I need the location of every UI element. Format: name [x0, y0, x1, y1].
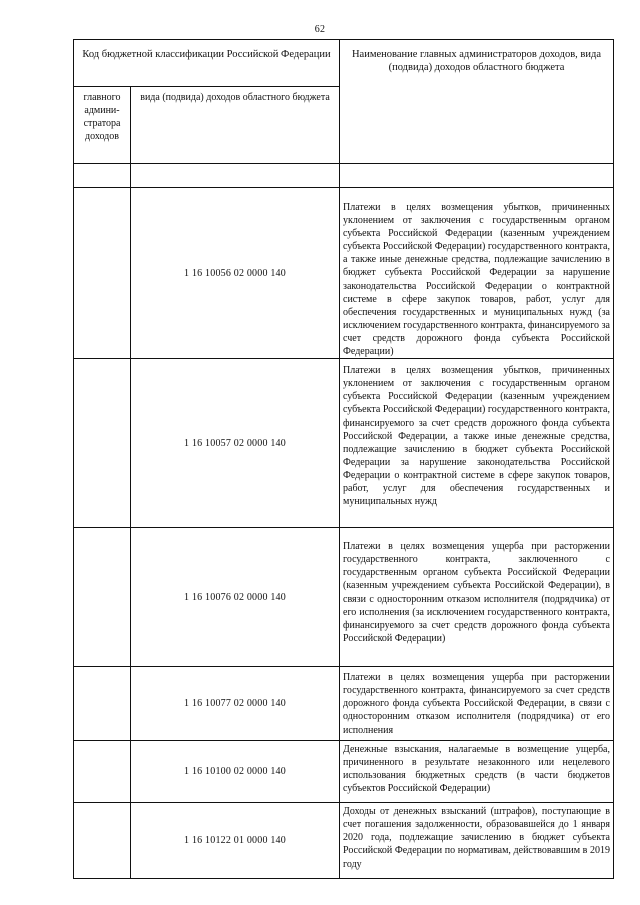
code-cell: 1 16 10100 02 0000 140: [131, 741, 340, 803]
admin-cell: [74, 528, 131, 667]
table-row: [74, 667, 614, 741]
code-cell: 1 16 10076 02 0000 140: [131, 528, 340, 667]
table-row: [74, 528, 614, 667]
admin-cell: [74, 359, 131, 528]
budget-classification-table: [73, 39, 614, 879]
page-number: 62: [314, 24, 326, 35]
description-text: Платежи в целях возмещения убытков, причиненных уклонением от заключения с государственным органом субъекта Российской Федерации (казенным учреждением субъекта Российской Федерации) государственного контракта, финансируемого за счет средств дорожного фонда субъекта Российской Федерации, а также иные денежные средства, подлежащие зачислению в бюджет субъекта Российской Федерации за нарушение законодательства Российской Федерации о контрактной системе в сфере закупок товаров, работ, услуг для обеспечения государственных и муниципальных нужд: [343, 365, 610, 508]
spacer-cell: [131, 164, 340, 188]
description-cell: [340, 803, 614, 879]
header-code-column: вида (подвида) доходов областного бюджета: [131, 87, 340, 164]
table-row: [74, 359, 614, 528]
code-cell: 1 16 10057 02 0000 140: [131, 359, 340, 528]
table-spacer-row: [74, 164, 614, 188]
description-cell: [340, 528, 614, 667]
spacer-cell: [74, 164, 131, 188]
admin-cell: [74, 667, 131, 741]
code-cell: 1 16 10077 02 0000 140: [131, 667, 340, 741]
admin-cell: [74, 188, 131, 359]
table-row: [74, 803, 614, 879]
description-text: Платежи в целях возмещения убытков, причиненных уклонением от заключения с государственным органом субъекта Российской Федерации (казенным учреждением субъекта Российской Федерации) государственного контракта, а также иные денежные средства, подлежащие зачислению в бюджет субъекта Российской Федерации за нарушение законодательства Российской Федерации о контрактной системе в сфере закупок товаров, работ, услуг для обеспечения государственных и муниципальных нужд (за исключением государственного контракта, финансируемого за счет средств дорожного фонда субъекта Российской Федерации): [343, 202, 610, 358]
description-text: Платежи в целях возмещения ущерба при расторжении государственного контракта, заключенного с государственным органом субъекта Российской Федерации (казенным учреждением субъекта Российской Федерации), в связи с односторонним отказом исполнителя (подрядчика) от его исполнения (за исключением государственного контракта, финансируемого за счет средств дорожного фонда субъекта Российской Федерации): [343, 541, 610, 644]
description-text: Денежные взыскания, налагаемые в возмещение ущерба, причиненного в результате незаконного или нецелевого использования бюджетных средств (в части бюджетов субъектов Российской Федерации): [343, 744, 610, 795]
header-code-group: Код бюджетной классификации Российской Федерации: [74, 40, 340, 87]
table-row: [74, 188, 614, 359]
description-text: Доходы от денежных взысканий (штрафов), поступающие в счет погашения задолженности, образовавшейся до 1 января 2020 года, подлежащие зачислению в бюджет субъекта Российской Федерации по нормативам, действовавшим в 2019 году: [343, 806, 610, 870]
code-cell: 1 16 10122 01 0000 140: [131, 803, 340, 879]
spacer-cell: [340, 164, 614, 188]
header-admin-column: главного админи-стратора доходов: [74, 87, 131, 164]
code-cell: 1 16 10056 02 0000 140: [131, 188, 340, 359]
description-cell: [340, 188, 614, 359]
description-cell: [340, 741, 614, 803]
header-name-column: Наименование главных администраторов доходов, вида (подвида) доходов областного бюджета: [340, 40, 614, 164]
table-header-row: [74, 40, 614, 87]
description-cell: [340, 359, 614, 528]
admin-cell: [74, 803, 131, 879]
description-text: Платежи в целях возмещения ущерба при расторжении государственного контракта, финансируемого за счет средств дорожного фонда субъекта Российской Федерации, в связи с односторонним отказом исполнителя (подрядчика) от его исполнения: [343, 672, 610, 736]
admin-cell: [74, 741, 131, 803]
table-row: [74, 741, 614, 803]
description-cell: [340, 667, 614, 741]
